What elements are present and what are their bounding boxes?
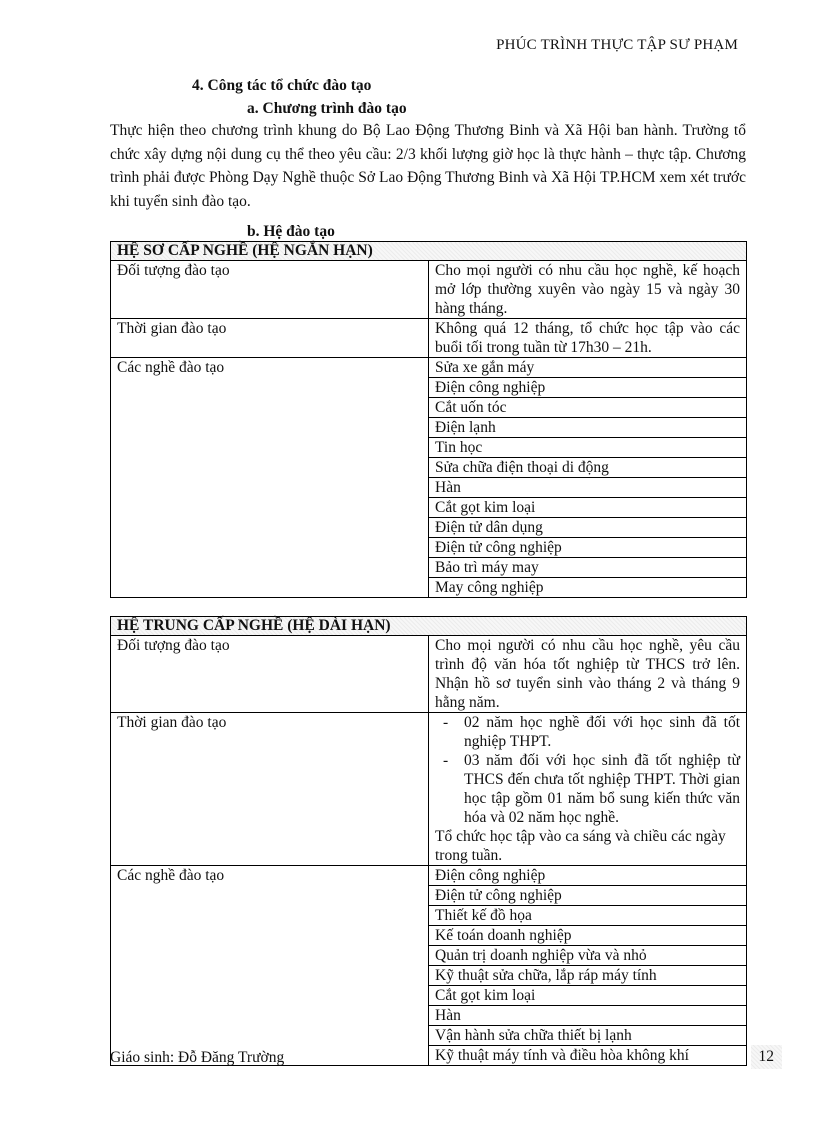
trade-item: Điện công nghiệp [429,866,747,886]
page-content [110,74,746,1084]
row-label-empty [111,1026,429,1046]
row-value-target: Cho mọi người có nhu cầu học nghề, kế hoạch mở lớp thường xuyên vào ngày 15 và ngày 30 hàng tháng. [429,261,747,319]
page-footer [110,1049,782,1067]
trade-item: Sửa chữa điện thoại di động [429,458,747,478]
trade-row [111,398,747,418]
trade-item: Vận hành sửa chữa thiết bị lạnh [429,1026,747,1046]
trade-row [111,578,747,598]
trade-row [111,886,747,906]
row-label-empty [111,906,429,926]
trade-item: Điện tử công nghiệp [429,886,747,906]
row-value-time [429,713,747,866]
trade-item: Điện công nghiệp [429,378,747,398]
trade-item: Kỹ thuật máy tính và điều hòa không khí [429,1046,747,1066]
row-label-empty [111,986,429,1006]
trade-item: Hàn [429,1006,747,1026]
row-label-empty [111,518,429,538]
trade-row [111,946,747,966]
trade-row [111,1026,747,1046]
schedule-note: Tổ chức học tập vào ca sáng và chiều các ngày trong tuần. [435,828,726,864]
trade-row [111,378,747,398]
trade-item: Kế toán doanh nghiệp [429,926,747,946]
row-label-empty [111,946,429,966]
trade-item: Cắt uốn tóc [429,398,747,418]
row-label-empty [111,578,429,598]
trade-row [111,986,747,1006]
trade-row [111,358,747,378]
row-label-time: Thời gian đào tạo [111,713,429,866]
row-label-empty [111,966,429,986]
author-name: Giáo sinh: Đỗ Đăng Trường [110,1049,285,1066]
trade-item: Hàn [429,478,747,498]
row-label-empty [111,438,429,458]
subsection-a-heading: a. Chương trình đào tạo [247,100,407,117]
table-title: HỆ TRUNG CẤP NGHỀ (HỆ DÀI HẠN) [111,617,747,636]
subsection-b-heading: b. Hệ đào tạo [247,223,335,240]
trade-item: Điện tử dân dụng [429,518,747,538]
table-title: HỆ SƠ CẤP NGHỀ (HỆ NGẮN HẠN) [111,242,747,261]
row-label-empty [111,498,429,518]
row-label-trades: Các nghề đào tạo [111,866,429,886]
row-label-empty [111,478,429,498]
row-label-empty [111,458,429,478]
trade-item: Quản trị doanh nghiệp vừa và nhỏ [429,946,747,966]
duration-item: - 02 năm học nghề đối với học sinh đã tốt nghiệp THPT. [435,713,740,751]
row-label-empty [111,926,429,946]
row-label-target: Đối tượng đào tạo [111,636,429,713]
trade-row [111,558,747,578]
section-heading: 4. Công tác tổ chức đào tạo [192,77,372,94]
trade-row [111,1006,747,1026]
trade-item: Điện lạnh [429,418,747,438]
row-label-empty [111,398,429,418]
row-label-empty [111,418,429,438]
row-label-empty [111,1006,429,1026]
trade-item: Cắt gọt kim loại [429,498,747,518]
row-label-empty [111,558,429,578]
page-header: PHÚC TRÌNH THỰC TẬP SƯ PHẠM [496,37,738,53]
trade-item: May công nghiệp [429,578,747,598]
trade-item: Bảo trì máy may [429,558,747,578]
row-label-trades: Các nghề đào tạo [111,358,429,378]
trade-row [111,458,747,478]
row-value-time: Không quá 12 tháng, tổ chức học tập vào các buổi tối trong tuần từ 17h30 – 21h. [429,319,747,358]
trade-row [111,926,747,946]
trade-item: Kỹ thuật sửa chữa, lắp ráp máy tính [429,966,747,986]
trade-row [111,906,747,926]
short-term-table [110,241,747,598]
trade-row [111,518,747,538]
long-term-table [110,616,747,1066]
trade-row [111,498,747,518]
duration-item: - 03 năm đối với học sinh đã tốt nghiệp từ THCS đến chưa tốt nghiệp THPT. Thời gian học tập gồm 01 năm bổ sung kiến thức văn hóa và 02 năm học nghề. [435,751,740,827]
row-label-empty [111,886,429,906]
trade-row [111,478,747,498]
row-label-time: Thời gian đào tạo [111,319,429,358]
row-label-empty [111,538,429,558]
row-value-target: Cho mọi người có nhu cầu học nghề, yêu cầu trình độ văn hóa tốt nghiệp từ THCS trở lên. Nhận hồ sơ tuyển sinh vào tháng 2 và tháng 9 hằng năm. [429,636,747,713]
training-program-paragraph: Thực hiện theo chương trình khung do Bộ Lao Động Thương Binh và Xã Hội ban hành. Trường tổ chức xây dựng nội dung cụ thể theo yêu cầu: 2/3 khối lượng giờ học là thực hành – thực tập. Chương trình phải được Phòng Dạy Nghề thuộc Sở Lao Động Thương Binh và Xã Hội TP.HCM xem xét trước khi tuyển sinh đào tạo. [110,122,746,210]
duration-list [435,713,740,827]
trade-item: Sửa xe gắn máy [429,358,747,378]
row-label-target: Đối tượng đào tạo [111,261,429,319]
trade-row [111,418,747,438]
trade-row [111,866,747,886]
trade-row [111,438,747,458]
trade-row [111,538,747,558]
trade-row [111,966,747,986]
trade-item: Tin học [429,438,747,458]
trade-item: Điện tử công nghiệp [429,538,747,558]
row-label-empty [111,378,429,398]
trade-item: Cắt gọt kim loại [429,986,747,1006]
trade-item: Thiết kế đồ họa [429,906,747,926]
page-number: 12 [751,1045,783,1069]
